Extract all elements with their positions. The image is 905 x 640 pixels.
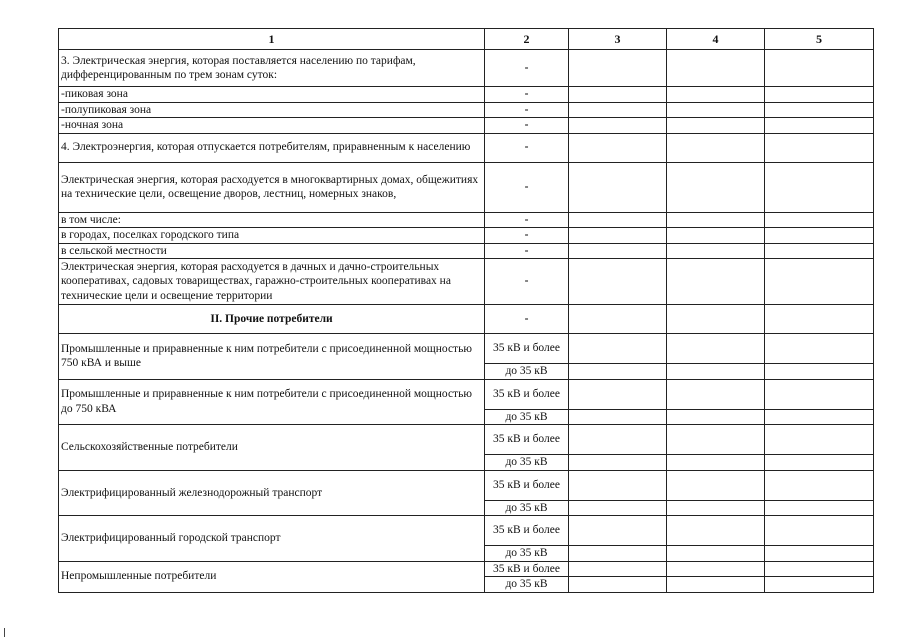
value-cell-col5	[765, 546, 874, 562]
row-label: Электрическая энергия, которая расходуется в многоквартирных домах, общежитиях на технические цели, освещение дворов, лестниц, номерных знаков,	[59, 162, 485, 212]
row-label: 3. Электрическая энергия, которая поставляется населению по тарифам, дифференцированным по трем зонам суток:	[59, 50, 485, 87]
col-header-2: 2	[485, 29, 569, 50]
voltage-low: до 35 кВ	[485, 455, 569, 471]
value-cell-col5	[765, 409, 874, 425]
value-cell-col5	[765, 305, 874, 334]
section-col2-value: -	[485, 305, 569, 334]
value-cell-col5	[765, 470, 874, 500]
value-cell-col4	[667, 470, 765, 500]
value-cell-col4	[667, 305, 765, 334]
value-cell-col3	[569, 577, 667, 593]
voltage-low: до 35 кВ	[485, 409, 569, 425]
row-label: в сельской местности	[59, 243, 485, 259]
value-cell-col3	[569, 546, 667, 562]
value-cell-col3	[569, 243, 667, 259]
value-cell-col3	[569, 102, 667, 118]
value-cell-col3	[569, 500, 667, 516]
value-cell-col4	[667, 102, 765, 118]
value-cell-col4	[667, 500, 765, 516]
row-col2-value: -	[485, 212, 569, 228]
consumer-label: Непромышленные потребители	[59, 561, 485, 592]
table-row	[59, 212, 874, 228]
value-cell-col5	[765, 364, 874, 380]
value-cell-col5	[765, 118, 874, 134]
voltage-low: до 35 кВ	[485, 500, 569, 516]
value-cell-col3	[569, 305, 667, 334]
value-cell-col4	[667, 364, 765, 380]
value-cell-col4	[667, 228, 765, 244]
table-row	[59, 162, 874, 212]
table-row	[59, 118, 874, 134]
value-cell-col5	[765, 259, 874, 305]
value-cell-col3	[569, 379, 667, 409]
header-row	[59, 29, 874, 50]
consumer-label: Промышленные и приравненные к ним потребители с присоединенной мощностью до 750 кВА	[59, 379, 485, 425]
value-cell-col4	[667, 50, 765, 87]
row-label: -пиковая зона	[59, 87, 485, 103]
value-cell-col4	[667, 379, 765, 409]
value-cell-col5	[765, 379, 874, 409]
voltage-high: 35 кВ и более	[485, 470, 569, 500]
value-cell-col3	[569, 470, 667, 500]
value-cell-col3	[569, 162, 667, 212]
voltage-high: 35 кВ и более	[485, 379, 569, 409]
row-col2-value: -	[485, 259, 569, 305]
value-cell-col3	[569, 228, 667, 244]
row-col2-value: -	[485, 133, 569, 162]
value-cell-col4	[667, 133, 765, 162]
voltage-high: 35 кВ и более	[485, 425, 569, 455]
voltage-high: 35 кВ и более	[485, 334, 569, 364]
table-row	[59, 133, 874, 162]
table-row	[59, 87, 874, 103]
value-cell-col4	[667, 162, 765, 212]
value-cell-col4	[667, 409, 765, 425]
consumer-row	[59, 334, 874, 364]
row-col2-value: -	[485, 243, 569, 259]
value-cell-col4	[667, 577, 765, 593]
value-cell-col4	[667, 243, 765, 259]
voltage-low: до 35 кВ	[485, 364, 569, 380]
value-cell-col4	[667, 546, 765, 562]
table-row	[59, 50, 874, 87]
value-cell-col5	[765, 425, 874, 455]
row-col2-value: -	[485, 162, 569, 212]
value-cell-col4	[667, 334, 765, 364]
margin-mark	[4, 628, 5, 637]
table-row	[59, 228, 874, 244]
value-cell-col5	[765, 577, 874, 593]
col-header-3: 3	[569, 29, 667, 50]
table-body	[59, 29, 874, 593]
section-title: II. Прочие потребители	[59, 305, 485, 334]
col-header-4: 4	[667, 29, 765, 50]
value-cell-col5	[765, 334, 874, 364]
consumer-row	[59, 379, 874, 409]
value-cell-col5	[765, 243, 874, 259]
consumer-row	[59, 425, 874, 455]
value-cell-col4	[667, 87, 765, 103]
value-cell-col3	[569, 259, 667, 305]
row-label: в том числе:	[59, 212, 485, 228]
row-label: -ночная зона	[59, 118, 485, 134]
voltage-low: до 35 кВ	[485, 577, 569, 593]
row-col2-value: -	[485, 118, 569, 134]
value-cell-col5	[765, 162, 874, 212]
value-cell-col3	[569, 455, 667, 471]
value-cell-col3	[569, 133, 667, 162]
row-col2-value: -	[485, 102, 569, 118]
row-label: Электрическая энергия, которая расходуется в дачных и дачно-строительных кооперативах, садовых товариществах, гаражно-строительных кооперативах на технические цели и освещение территории	[59, 259, 485, 305]
value-cell-col3	[569, 334, 667, 364]
table-row	[59, 102, 874, 118]
value-cell-col5	[765, 102, 874, 118]
section-row	[59, 305, 874, 334]
value-cell-col4	[667, 425, 765, 455]
value-cell-col4	[667, 118, 765, 134]
consumer-label: Промышленные и приравненные к ним потребители с присоединенной мощностью 750 кВА и выше	[59, 334, 485, 380]
value-cell-col5	[765, 500, 874, 516]
consumer-label: Электрифицированный железнодорожный транспорт	[59, 470, 485, 516]
value-cell-col5	[765, 228, 874, 244]
voltage-high: 35 кВ и более	[485, 561, 569, 577]
voltage-low: до 35 кВ	[485, 546, 569, 562]
value-cell-col3	[569, 409, 667, 425]
row-label: в городах, поселках городского типа	[59, 228, 485, 244]
tariff-table	[58, 28, 874, 593]
value-cell-col5	[765, 455, 874, 471]
col-header-5: 5	[765, 29, 874, 50]
value-cell-col4	[667, 455, 765, 471]
table-row	[59, 243, 874, 259]
value-cell-col4	[667, 259, 765, 305]
consumer-label: Электрифицированный городской транспорт	[59, 516, 485, 562]
value-cell-col5	[765, 50, 874, 87]
value-cell-col4	[667, 212, 765, 228]
value-cell-col5	[765, 87, 874, 103]
value-cell-col5	[765, 561, 874, 577]
value-cell-col3	[569, 118, 667, 134]
consumer-row	[59, 561, 874, 577]
value-cell-col3	[569, 50, 667, 87]
value-cell-col4	[667, 516, 765, 546]
value-cell-col5	[765, 212, 874, 228]
value-cell-col4	[667, 561, 765, 577]
col-header-1: 1	[59, 29, 485, 50]
row-col2-value: -	[485, 87, 569, 103]
row-col2-value: -	[485, 228, 569, 244]
consumer-row	[59, 470, 874, 500]
value-cell-col3	[569, 425, 667, 455]
value-cell-col3	[569, 561, 667, 577]
row-label: -полупиковая зона	[59, 102, 485, 118]
value-cell-col3	[569, 364, 667, 380]
consumer-row	[59, 516, 874, 546]
value-cell-col5	[765, 133, 874, 162]
voltage-high: 35 кВ и более	[485, 516, 569, 546]
consumer-label: Сельскохозяйственные потребители	[59, 425, 485, 471]
row-label: 4. Электроэнергия, которая отпускается потребителям, приравненным к населению	[59, 133, 485, 162]
table-row	[59, 259, 874, 305]
value-cell-col5	[765, 516, 874, 546]
value-cell-col3	[569, 212, 667, 228]
value-cell-col3	[569, 87, 667, 103]
value-cell-col3	[569, 516, 667, 546]
row-col2-value: -	[485, 50, 569, 87]
